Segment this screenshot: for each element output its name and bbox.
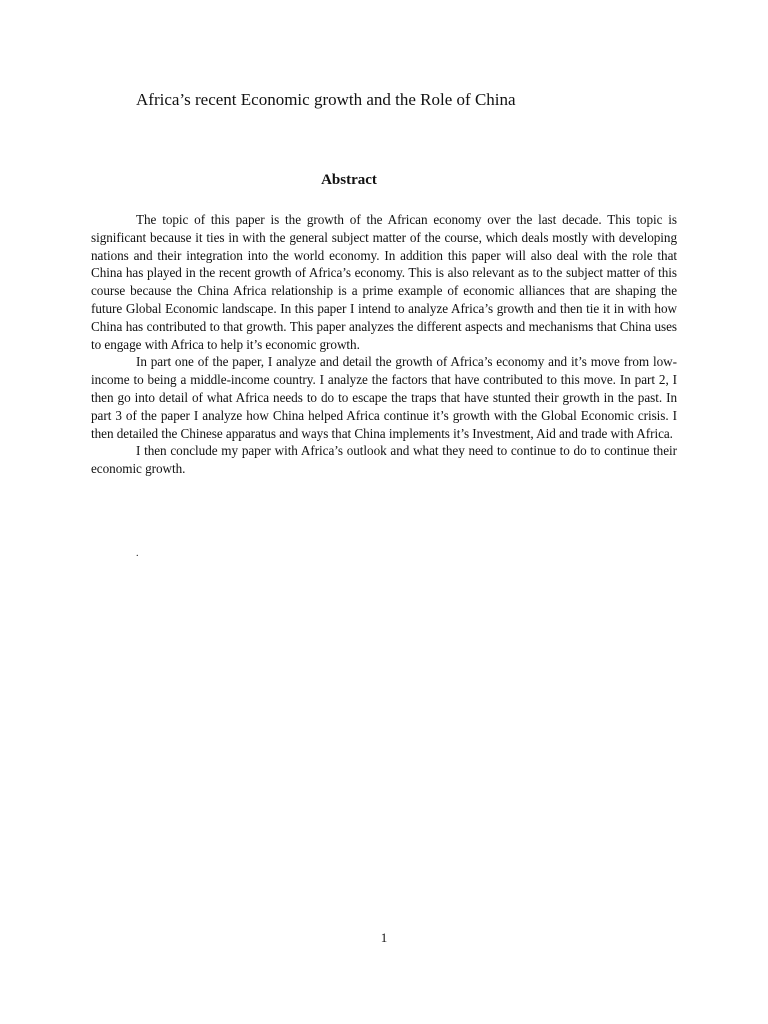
- abstract-paragraph-3: I then conclude my paper with Africa’s outlook and what they need to continue to do to continue their economic growth.: [91, 443, 677, 477]
- stray-mark: .: [136, 548, 139, 559]
- abstract-body: [91, 211, 677, 478]
- abstract-heading: Abstract: [321, 172, 377, 188]
- abstract-paragraph-1: The topic of this paper is the growth of the African economy over the last decade. This topic is significant because it ties in with the general subject matter of the course, which deals mostly with developing nations and their integration into the world economy. In addition this paper will also deal with the role that China has played in the recent growth of Africa’s economy. This is also relevant as to the subject matter of this course because the China Africa relationship is a prime example of economic alliances that are shaping the future Global Economic landscape. In this paper I intend to analyze Africa’s growth and then tie it in with how China has contributed to that growth. This paper analyzes the different aspects and mechanisms that China uses to engage with Africa to help it’s economic growth.: [91, 212, 677, 352]
- page-title: Africa’s recent Economic growth and the Role of China: [136, 90, 516, 109]
- abstract-paragraph-2: In part one of the paper, I analyze and detail the growth of Africa’s economy and it’s move from low-income to being a middle-income country. I analyze the factors that have contributed to this move. In part 2, I then go into detail of what Africa needs to do to escape the traps that have stunted their growth in the past. In part 3 of the paper I analyze how China helped Africa continue it’s growth with the Global Economic crisis. I then detailed the Chinese apparatus and ways that China implements it’s Investment, Aid and trade with Africa.: [91, 354, 677, 441]
- page-number: 1: [380, 930, 388, 945]
